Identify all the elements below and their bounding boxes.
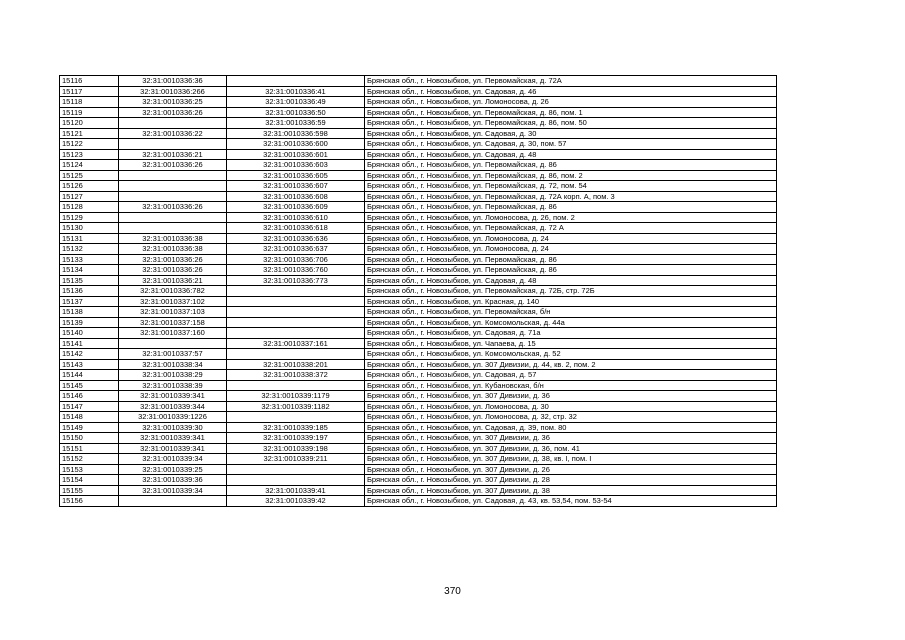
cell-number: 15117 bbox=[60, 86, 119, 97]
records-table-body bbox=[60, 76, 777, 507]
table-row bbox=[60, 202, 777, 213]
cell-number: 15151 bbox=[60, 443, 119, 454]
cell-number: 15128 bbox=[60, 202, 119, 213]
cell-number: 15146 bbox=[60, 391, 119, 402]
cell-cadastral-parcel bbox=[119, 191, 227, 202]
table-row bbox=[60, 359, 777, 370]
cell-address: Брянская обл., г. Новозыбков, ул. Первомайская, д. 86, пом. 1 bbox=[365, 107, 777, 118]
cell-cadastral-parcel bbox=[119, 181, 227, 192]
cell-address: Брянская обл., г. Новозыбков, ул. Комсомольская, д. 44а bbox=[365, 317, 777, 328]
cell-cadastral-object: 32:31:0010336:608 bbox=[227, 191, 365, 202]
cell-cadastral-object: 32:31:0010336:600 bbox=[227, 139, 365, 150]
cell-cadastral-object: 32:31:0010336:605 bbox=[227, 170, 365, 181]
cell-cadastral-parcel: 32:31:0010339:344 bbox=[119, 401, 227, 412]
table-row bbox=[60, 160, 777, 171]
cell-number: 15155 bbox=[60, 485, 119, 496]
cell-cadastral-object: 32:31:0010336:603 bbox=[227, 160, 365, 171]
cell-cadastral-parcel: 32:31:0010336:22 bbox=[119, 128, 227, 139]
cell-cadastral-object: 32:31:0010336:41 bbox=[227, 86, 365, 97]
cell-number: 15119 bbox=[60, 107, 119, 118]
table-row bbox=[60, 380, 777, 391]
cell-address: Брянская обл., г. Новозыбков, ул. 307 Дивизии, д. 38, кв. I, пом. I bbox=[365, 454, 777, 465]
cell-cadastral-parcel bbox=[119, 496, 227, 507]
table-row bbox=[60, 223, 777, 234]
cell-number: 15124 bbox=[60, 160, 119, 171]
cell-address: Брянская обл., г. Новозыбков, ул. 307 Дивизии, д. 44, кв. 2, пом. 2 bbox=[365, 359, 777, 370]
cell-cadastral-object: 32:31:0010339:42 bbox=[227, 496, 365, 507]
cell-number: 15121 bbox=[60, 128, 119, 139]
cell-cadastral-object bbox=[227, 286, 365, 297]
cell-address: Брянская обл., г. Новозыбков, ул. Первомайская, д. 72Б, стр. 72Б bbox=[365, 286, 777, 297]
cell-cadastral-object: 32:31:0010339:198 bbox=[227, 443, 365, 454]
cell-cadastral-parcel: 32:31:0010336:26 bbox=[119, 202, 227, 213]
cell-address: Брянская обл., г. Новозыбков, ул. Первомайская, д. 86 bbox=[365, 254, 777, 265]
cell-cadastral-object: 32:31:0010336:760 bbox=[227, 265, 365, 276]
cell-cadastral-parcel: 32:31:0010336:266 bbox=[119, 86, 227, 97]
cell-cadastral-object bbox=[227, 475, 365, 486]
cell-address: Брянская обл., г. Новозыбков, ул. Первомайская, д. 86, пом. 2 bbox=[365, 170, 777, 181]
cell-address: Брянская обл., г. Новозыбков, ул. Садовая, д. 48 bbox=[365, 275, 777, 286]
cell-address: Брянская обл., г. Новозыбков, ул. Первомайская, д. 72А bbox=[365, 76, 777, 87]
cell-number: 15120 bbox=[60, 118, 119, 129]
cell-cadastral-parcel: 32:31:0010339:341 bbox=[119, 391, 227, 402]
cell-address: Брянская обл., г. Новозыбков, ул. 307 Дивизии, д. 28 bbox=[365, 475, 777, 486]
cell-address: Брянская обл., г. Новозыбков, ул. Ломоносова, д. 24 bbox=[365, 244, 777, 255]
cell-address: Брянская обл., г. Новозыбков, ул. Комсомольская, д. 52 bbox=[365, 349, 777, 360]
cell-number: 15141 bbox=[60, 338, 119, 349]
table-row bbox=[60, 412, 777, 423]
cell-cadastral-parcel: 32:31:0010339:341 bbox=[119, 443, 227, 454]
cell-address: Брянская обл., г. Новозыбков, ул. Первомайская, д. 72 А bbox=[365, 223, 777, 234]
cell-cadastral-object: 32:31:0010337:161 bbox=[227, 338, 365, 349]
cell-cadastral-object bbox=[227, 328, 365, 339]
table-row bbox=[60, 191, 777, 202]
cell-cadastral-parcel: 32:31:0010336:26 bbox=[119, 254, 227, 265]
cell-cadastral-parcel: 32:31:0010339:25 bbox=[119, 464, 227, 475]
cell-address: Брянская обл., г. Новозыбков, ул. Садовая, д. 57 bbox=[365, 370, 777, 381]
cell-cadastral-parcel: 32:31:0010336:21 bbox=[119, 149, 227, 160]
cell-cadastral-object bbox=[227, 349, 365, 360]
cell-cadastral-object bbox=[227, 307, 365, 318]
cell-number: 15123 bbox=[60, 149, 119, 160]
cell-cadastral-parcel bbox=[119, 170, 227, 181]
cell-cadastral-object bbox=[227, 317, 365, 328]
cell-cadastral-object: 32:31:0010338:201 bbox=[227, 359, 365, 370]
cell-number: 15122 bbox=[60, 139, 119, 150]
cell-address: Брянская обл., г. Новозыбков, ул. Садовая, д. 71а bbox=[365, 328, 777, 339]
table-row bbox=[60, 139, 777, 150]
cell-cadastral-object: 32:31:0010336:637 bbox=[227, 244, 365, 255]
cell-number: 15142 bbox=[60, 349, 119, 360]
records-table bbox=[59, 75, 777, 507]
cell-number: 15144 bbox=[60, 370, 119, 381]
cell-cadastral-object: 32:31:0010339:41 bbox=[227, 485, 365, 496]
table-row bbox=[60, 401, 777, 412]
cell-cadastral-parcel bbox=[119, 139, 227, 150]
cell-address: Брянская обл., г. Новозыбков, ул. Садовая, д. 30, пом. 57 bbox=[365, 139, 777, 150]
cell-cadastral-object: 32:31:0010336:636 bbox=[227, 233, 365, 244]
cell-cadastral-parcel bbox=[119, 338, 227, 349]
cell-cadastral-parcel: 32:31:0010336:38 bbox=[119, 244, 227, 255]
cell-address: Брянская обл., г. Новозыбков, ул. Первомайская, д. 86, пом. 50 bbox=[365, 118, 777, 129]
table-row bbox=[60, 97, 777, 108]
cell-address: Брянская обл., г. Новозыбков, ул. Первомайская, д. 86 bbox=[365, 160, 777, 171]
cell-cadastral-object: 32:31:0010336:49 bbox=[227, 97, 365, 108]
table-row bbox=[60, 86, 777, 97]
cell-cadastral-parcel: 32:31:0010336:25 bbox=[119, 97, 227, 108]
cell-cadastral-parcel: 32:31:0010337:57 bbox=[119, 349, 227, 360]
cell-address: Брянская обл., г. Новозыбков, ул. Первомайская, д. 86 bbox=[365, 265, 777, 276]
cell-address: Брянская обл., г. Новозыбков, ул. 307 Дивизии, д. 36 bbox=[365, 391, 777, 402]
cell-number: 15136 bbox=[60, 286, 119, 297]
cell-address: Брянская обл., г. Новозыбков, ул. Первомайская, б/н bbox=[365, 307, 777, 318]
cell-address: Брянская обл., г. Новозыбков, ул. Ломоносова, д. 32, стр. 32 bbox=[365, 412, 777, 423]
cell-cadastral-parcel: 32:31:0010339:34 bbox=[119, 454, 227, 465]
cell-cadastral-parcel: 32:31:0010336:38 bbox=[119, 233, 227, 244]
cell-cadastral-object bbox=[227, 296, 365, 307]
cell-address: Брянская обл., г. Новозыбков, ул. Ломоносова, д. 26, пом. 2 bbox=[365, 212, 777, 223]
table-row bbox=[60, 391, 777, 402]
cell-cadastral-object: 32:31:0010339:1182 bbox=[227, 401, 365, 412]
cell-cadastral-object bbox=[227, 380, 365, 391]
table-row bbox=[60, 338, 777, 349]
cell-cadastral-object bbox=[227, 464, 365, 475]
cell-cadastral-object: 32:31:0010336:607 bbox=[227, 181, 365, 192]
cell-number: 15134 bbox=[60, 265, 119, 276]
table-row bbox=[60, 181, 777, 192]
cell-number: 15116 bbox=[60, 76, 119, 87]
cell-cadastral-parcel: 32:31:0010336:26 bbox=[119, 265, 227, 276]
cell-cadastral-object: 32:31:0010336:609 bbox=[227, 202, 365, 213]
cell-address: Брянская обл., г. Новозыбков, ул. Ломоносова, д. 30 bbox=[365, 401, 777, 412]
cell-cadastral-parcel: 32:31:0010337:160 bbox=[119, 328, 227, 339]
cell-number: 15140 bbox=[60, 328, 119, 339]
cell-cadastral-parcel: 32:31:0010337:103 bbox=[119, 307, 227, 318]
table-row bbox=[60, 307, 777, 318]
cell-cadastral-parcel: 32:31:0010338:34 bbox=[119, 359, 227, 370]
table-row bbox=[60, 349, 777, 360]
cell-address: Брянская обл., г. Новозыбков, ул. Садовая, д. 30 bbox=[365, 128, 777, 139]
cell-cadastral-parcel: 32:31:0010336:36 bbox=[119, 76, 227, 87]
cell-address: Брянская обл., г. Новозыбков, ул. Садовая, д. 43, кв. 53,54, пом. 53-54 bbox=[365, 496, 777, 507]
cell-number: 15125 bbox=[60, 170, 119, 181]
table-row bbox=[60, 149, 777, 160]
cell-number: 15148 bbox=[60, 412, 119, 423]
cell-number: 15130 bbox=[60, 223, 119, 234]
cell-number: 15126 bbox=[60, 181, 119, 192]
cell-address: Брянская обл., г. Новозыбков, ул. Красная, д. 140 bbox=[365, 296, 777, 307]
table-row bbox=[60, 212, 777, 223]
cell-address: Брянская обл., г. Новозыбков, ул. Первомайская, д. 86 bbox=[365, 202, 777, 213]
cell-cadastral-parcel: 32:31:0010336:26 bbox=[119, 160, 227, 171]
cell-number: 15135 bbox=[60, 275, 119, 286]
cell-cadastral-object: 32:31:0010339:1179 bbox=[227, 391, 365, 402]
table-row bbox=[60, 443, 777, 454]
cell-cadastral-object: 32:31:0010336:50 bbox=[227, 107, 365, 118]
cell-number: 15139 bbox=[60, 317, 119, 328]
cell-cadastral-parcel: 32:31:0010339:341 bbox=[119, 433, 227, 444]
cell-cadastral-object: 32:31:0010339:185 bbox=[227, 422, 365, 433]
cell-number: 15156 bbox=[60, 496, 119, 507]
cell-address: Брянская обл., г. Новозыбков, ул. Первомайская, д. 72А корп. А, пом. 3 bbox=[365, 191, 777, 202]
table-row bbox=[60, 475, 777, 486]
cell-cadastral-object: 32:31:0010336:773 bbox=[227, 275, 365, 286]
cell-number: 15154 bbox=[60, 475, 119, 486]
table-row bbox=[60, 464, 777, 475]
table-row bbox=[60, 118, 777, 129]
cell-address: Брянская обл., г. Новозыбков, ул. 307 Дивизии, д. 36 bbox=[365, 433, 777, 444]
cell-cadastral-parcel: 32:31:0010337:158 bbox=[119, 317, 227, 328]
cell-cadastral-object: 32:31:0010336:598 bbox=[227, 128, 365, 139]
cell-cadastral-object bbox=[227, 412, 365, 423]
table-row bbox=[60, 128, 777, 139]
table-row bbox=[60, 233, 777, 244]
cell-address: Брянская обл., г. Новозыбков, ул. Кубановская, б/н bbox=[365, 380, 777, 391]
cell-number: 15132 bbox=[60, 244, 119, 255]
cell-number: 15149 bbox=[60, 422, 119, 433]
cell-address: Брянская обл., г. Новозыбков, ул. Садовая, д. 46 bbox=[365, 86, 777, 97]
table-row bbox=[60, 254, 777, 265]
cell-number: 15138 bbox=[60, 307, 119, 318]
cell-cadastral-parcel: 32:31:0010337:102 bbox=[119, 296, 227, 307]
cell-number: 15143 bbox=[60, 359, 119, 370]
cell-address: Брянская обл., г. Новозыбков, ул. Чапаева, д. 15 bbox=[365, 338, 777, 349]
cell-address: Брянская обл., г. Новозыбков, ул. 307 Дивизии, д. 36, пом. 41 bbox=[365, 443, 777, 454]
cell-cadastral-object: 32:31:0010336:618 bbox=[227, 223, 365, 234]
cell-cadastral-object: 32:31:0010339:211 bbox=[227, 454, 365, 465]
table-row bbox=[60, 265, 777, 276]
cell-cadastral-object: 32:31:0010336:59 bbox=[227, 118, 365, 129]
table-row bbox=[60, 76, 777, 87]
cell-address: Брянская обл., г. Новозыбков, ул. Садовая, д. 48 bbox=[365, 149, 777, 160]
cell-cadastral-parcel: 32:31:0010336:26 bbox=[119, 107, 227, 118]
cell-cadastral-parcel bbox=[119, 118, 227, 129]
cell-number: 15137 bbox=[60, 296, 119, 307]
cell-cadastral-parcel: 32:31:0010336:782 bbox=[119, 286, 227, 297]
cell-number: 15129 bbox=[60, 212, 119, 223]
table-row bbox=[60, 328, 777, 339]
cell-cadastral-parcel bbox=[119, 212, 227, 223]
cell-cadastral-object: 32:31:0010339:197 bbox=[227, 433, 365, 444]
cell-cadastral-parcel: 32:31:0010338:39 bbox=[119, 380, 227, 391]
cell-address: Брянская обл., г. Новозыбков, ул. 307 Дивизии, д. 26 bbox=[365, 464, 777, 475]
cell-number: 15133 bbox=[60, 254, 119, 265]
table-row bbox=[60, 454, 777, 465]
table-row bbox=[60, 107, 777, 118]
cell-cadastral-object: 32:31:0010336:601 bbox=[227, 149, 365, 160]
table-row bbox=[60, 433, 777, 444]
cell-cadastral-parcel: 32:31:0010336:21 bbox=[119, 275, 227, 286]
page-number: 370 bbox=[444, 586, 461, 597]
cell-cadastral-parcel: 32:31:0010339:34 bbox=[119, 485, 227, 496]
cell-number: 15145 bbox=[60, 380, 119, 391]
table-row bbox=[60, 317, 777, 328]
cell-cadastral-parcel bbox=[119, 223, 227, 234]
cell-cadastral-object: 32:31:0010336:610 bbox=[227, 212, 365, 223]
cell-cadastral-object bbox=[227, 76, 365, 87]
cell-address: Брянская обл., г. Новозыбков, ул. Первомайская, д. 72, пом. 54 bbox=[365, 181, 777, 192]
cell-number: 15118 bbox=[60, 97, 119, 108]
cell-number: 15152 bbox=[60, 454, 119, 465]
cell-number: 15153 bbox=[60, 464, 119, 475]
cell-cadastral-object: 32:31:0010338:372 bbox=[227, 370, 365, 381]
table-row bbox=[60, 275, 777, 286]
table-row bbox=[60, 485, 777, 496]
table-row bbox=[60, 286, 777, 297]
table-row bbox=[60, 422, 777, 433]
cell-address: Брянская обл., г. Новозыбков, ул. Садовая, д. 39, пом. 80 bbox=[365, 422, 777, 433]
cell-address: Брянская обл., г. Новозыбков, ул. 307 Дивизии, д. 38 bbox=[365, 485, 777, 496]
table-row bbox=[60, 370, 777, 381]
table-row bbox=[60, 296, 777, 307]
cell-number: 15127 bbox=[60, 191, 119, 202]
table-row bbox=[60, 170, 777, 181]
cell-cadastral-parcel: 32:31:0010338:29 bbox=[119, 370, 227, 381]
cell-cadastral-parcel: 32:31:0010339:30 bbox=[119, 422, 227, 433]
cell-address: Брянская обл., г. Новозыбков, ул. Ломоносова, д. 24 bbox=[365, 233, 777, 244]
cell-number: 15147 bbox=[60, 401, 119, 412]
table-row bbox=[60, 496, 777, 507]
cell-number: 15150 bbox=[60, 433, 119, 444]
cell-address: Брянская обл., г. Новозыбков, ул. Ломоносова, д. 26 bbox=[365, 97, 777, 108]
cell-cadastral-parcel: 32:31:0010339:1226 bbox=[119, 412, 227, 423]
cell-number: 15131 bbox=[60, 233, 119, 244]
cell-cadastral-object: 32:31:0010336:706 bbox=[227, 254, 365, 265]
table-row bbox=[60, 244, 777, 255]
cell-cadastral-parcel: 32:31:0010339:36 bbox=[119, 475, 227, 486]
